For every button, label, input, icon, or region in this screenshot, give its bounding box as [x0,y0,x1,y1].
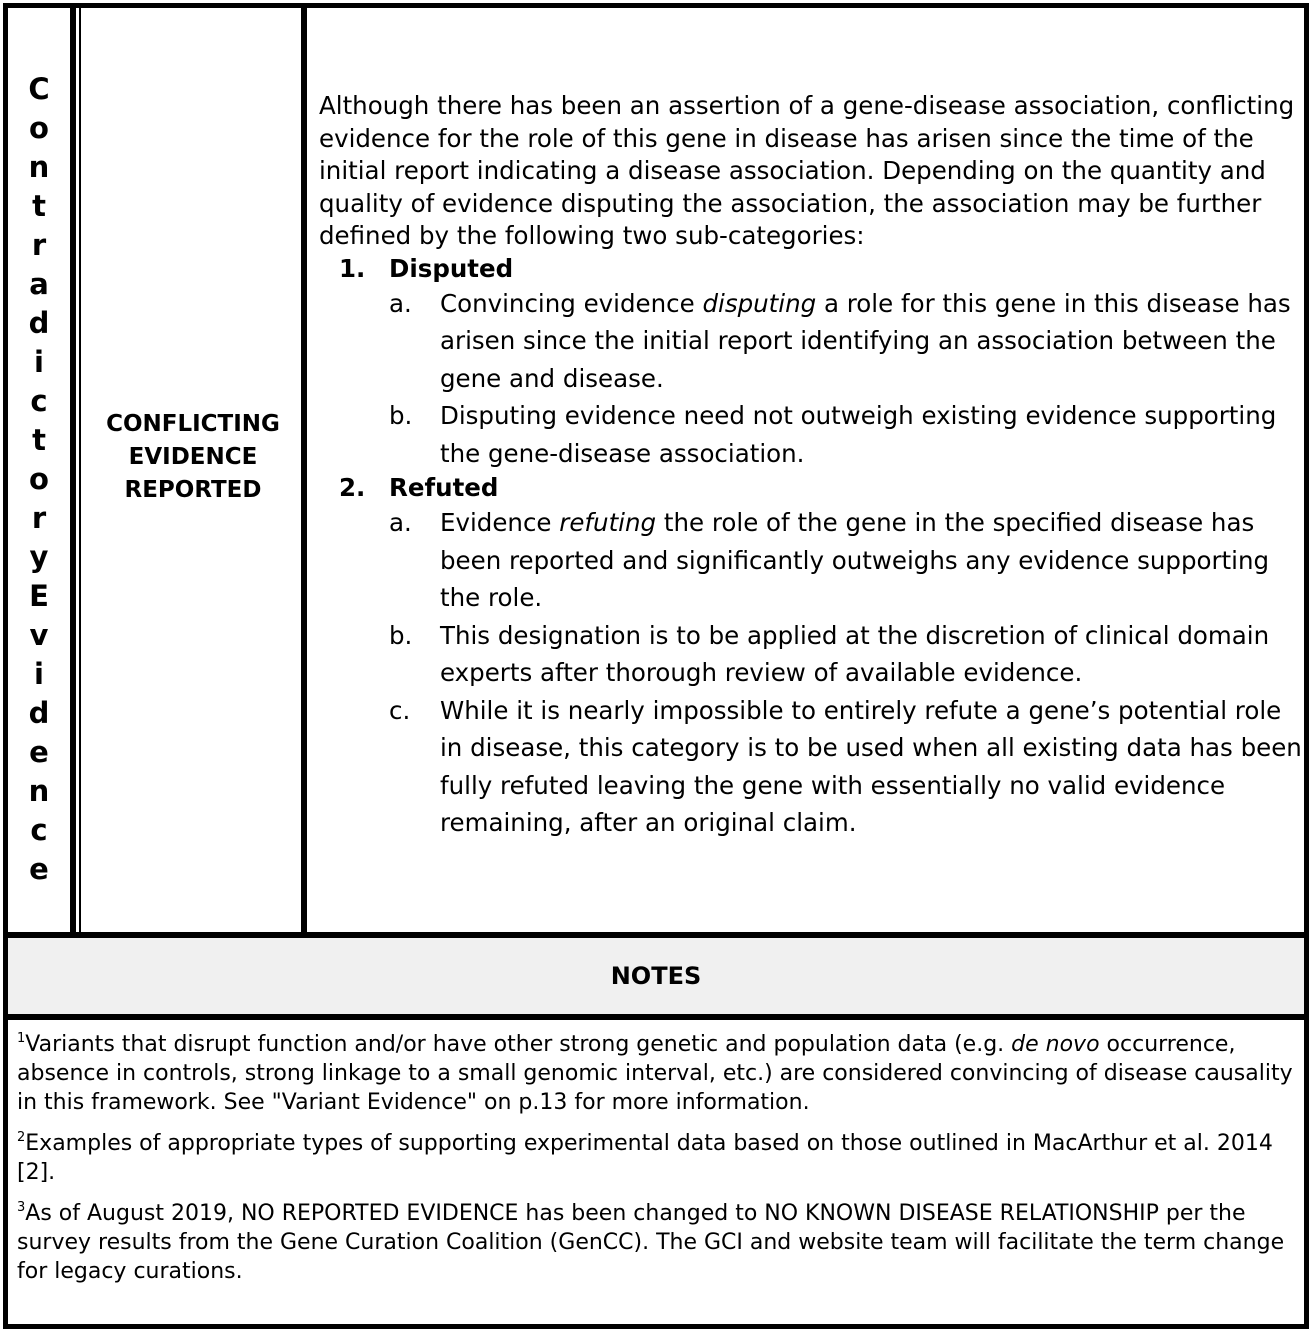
vertical-letter: d [28,696,50,730]
vertical-letter: n [28,150,50,184]
contradictory-evidence-row [8,8,1304,932]
category-label [81,408,305,507]
vertical-letter: y [29,540,49,574]
note-text: Examples of appropriate types of supporting experimental data based on those outlined in MacArthur et al. 2014 [2]. [17,1131,1273,1185]
list-item-refuted [319,472,1304,504]
sub-letter: b. [389,401,413,430]
sub-letter: b. [389,620,413,650]
sub-item [319,285,1304,398]
sub-item [319,504,1304,617]
sub-text: the role of the gene in the specified disease has been reported and significantly outweighs any evidence supporting the role. [440,508,1270,612]
sub-text: Convincing evidence [440,288,703,318]
vertical-letter: v [29,618,49,652]
vertical-letter: c [30,813,48,847]
vertical-letter: o [29,462,49,496]
note-text: occurrence, absence in controls, strong linkage to a small genomic interval, etc.) are considered convincing of disease causality in this framework. See "Variant Evidence" on p.13 for more information. [17,1032,1293,1115]
note-item [17,1199,1297,1286]
sub-text: This designation is to be applied at the discretion of clinical domain experts after thorough review of available evidence. [440,620,1270,687]
vertical-letter: e [29,735,49,769]
vertical-label-cell [8,8,76,932]
vertical-letter: C [28,72,50,106]
vertical-letter: o [29,111,49,145]
sub-text: Evidence [440,508,560,537]
vertical-label [8,70,70,889]
sub-text: Disputing evidence need not outweigh existing evidence supporting the gene-disease association. [440,401,1277,468]
vertical-letter: e [29,852,49,886]
description-body [319,90,1304,842]
notes-heading: NOTES [8,932,1304,1020]
list-number: 2. [339,473,366,502]
category-cell [79,8,307,932]
sub-item [319,397,1304,472]
sub-text: While it is nearly impossible to entirely refute a gene’s potential role in disease, this category is to be used when all existing data has been fully refuted leaving the gene with essentially no valid evidence remaining, after an original claim. [440,695,1302,837]
vertical-letter: a [29,267,49,301]
evidence-table [3,3,1309,1329]
vertical-letter: n [28,774,50,808]
sub-letter: c. [389,695,411,725]
sub-item [319,617,1304,692]
category-label-line: REPORTED [124,477,262,503]
list-item-disputed [319,253,1304,285]
sub-letter: a. [389,508,412,537]
list-title: Disputed [389,253,514,283]
list-number: 1. [339,253,366,283]
vertical-letter: t [32,189,46,223]
description-cell [307,8,1307,932]
note-item [17,1030,1297,1117]
vertical-letter: t [32,423,46,457]
vertical-letter: r [31,228,47,262]
footnote-marker: 3 [17,1200,26,1215]
category-label-line: CONFLICTING [106,411,280,437]
vertical-letter: i [34,657,44,691]
vertical-letter: d [28,306,50,340]
description-intro: Although there has been an assertion of a gene-disease association, conflicting evidence for the role of this gene in disease has arisen since the time of the initial report indicating a disease association. Depending on the quantity and quality of evidence disputing the association, the association may be further defined by the following two sub-categories: [319,91,1295,250]
list-title: Refuted [389,473,499,502]
sub-text: a role for this gene in this disease has arisen since the initial report identifying an association between the gene and disease. [440,288,1291,393]
vertical-letter: r [31,501,47,535]
vertical-letter: E [29,579,49,613]
note-item [17,1129,1297,1187]
category-label-line: EVIDENCE [128,444,258,470]
sub-emphasis: refuting [559,508,657,537]
note-emphasis: de novo [1011,1032,1100,1057]
sub-letter: a. [389,288,412,318]
note-text: Variants that disrupt function and/or have other strong genetic and population data (e.g. [25,1032,1012,1057]
notes-body [17,1030,1297,1298]
sub-emphasis: disputing [702,288,817,318]
footnote-marker: 1 [17,1031,26,1046]
footnote-marker: 2 [17,1130,26,1145]
sub-item [319,692,1304,842]
vertical-letter: i [34,345,44,379]
vertical-letter: c [30,384,48,418]
note-text: As of August 2019, NO REPORTED EVIDENCE has been changed to NO KNOWN DISEASE RELATIONSHIP per the survey results from the Gene Curation Coalition (GenCC). The GCI and website team will facilitate the term change for legacy curations. [17,1201,1285,1284]
